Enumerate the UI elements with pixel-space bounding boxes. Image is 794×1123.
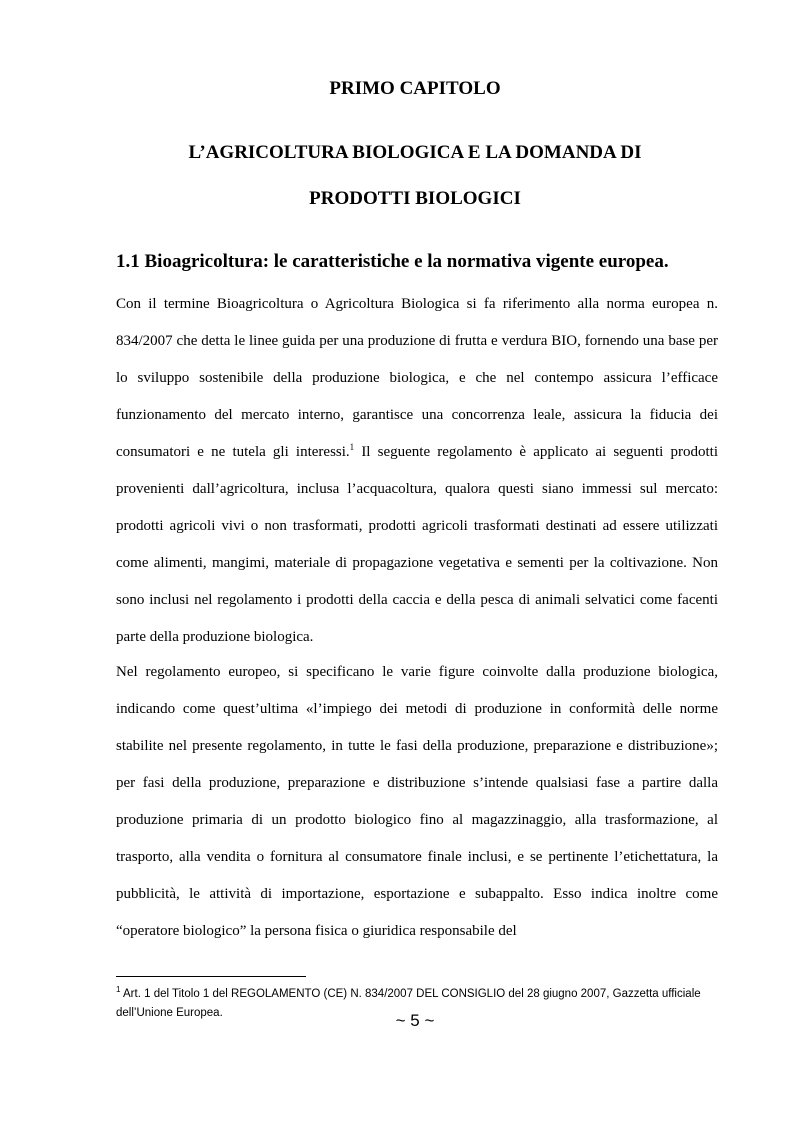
paragraph-1-text-b: Il seguente regolamento è applicato ai seguenti prodotti provenienti dall’agricoltura, inclusa l’acquacoltura, qualora questi siano immessi sul mercato: prodotti agricoli vivi o non trasformati, prodotti agricoli trasformati destinati ad essere utilizzati come alimenti, mangimi, materiale di propagazione vegetativa e sementi per la coltivazione. Non sono inclusi nel regolamento i prodotti della caccia e della pesca di animali selvatici come facenti parte della produzione biologica. [116, 444, 718, 645]
paragraph-1-text-a: Con il termine Bioagricoltura o Agricoltura Biologica si fa riferimento alla norma europea n. 834/2007 che detta le linee guida per una produzione di frutta e verdura BIO, fornendo una base per lo sviluppo sostenibile della produzione biologica, e che nel contempo assicura l’efficace funzionamento del mercato interno, garantisce una concorrenza leale, assicura la fiducia dei consumatori e ne tutela gli interessi. [116, 296, 718, 460]
chapter-title-line-1: L’AGRICOLTURA BIOLOGICA E LA DOMANDA DI [188, 142, 642, 163]
footnote-number: 1 [116, 985, 121, 995]
footnote-text: Art. 1 del Titolo 1 del REGOLAMENTO (CE) N. 834/2007 DEL CONSIGLIO del 28 giugno 2007, Gazzetta ufficiale dell’Unione Europea. [116, 988, 701, 1019]
footnote-reference[interactable]: 1 [349, 442, 355, 452]
body-paragraph-2: Nel regolamento europeo, si specificano le varie figure coinvolte dalla produzione biologica, indicando come quest’ultima «l’impiego dei metodi di produzione in conformità delle norme stabilite nel presente regolamento, in tutte le fasi della produzione, preparazione e distribuzione»; per fasi della produzione, preparazione e distribuzione s’intende qualsiasi fase a partire dalla produzione primaria di un prodotto biologico fino al magazzinaggio, alla trasformazione, al trasporto, alla vendita o fornitura al consumatore finale inclusi, e se pertinente l’etichettatura, la pubblicità, le attività di importazione, esportazione e subappalto. Esso indica inoltre come “operatore biologico” la persona fisica o giuridica responsabile del [116, 664, 718, 939]
section-heading: 1.1 Bioagricoltura: le caratteristiche e la normativa vigente europea. [116, 251, 669, 272]
page-number: ~ 5 ~ [395, 1011, 435, 1030]
body-paragraph-1 [116, 286, 718, 656]
footnote-separator [116, 976, 306, 977]
chapter-label: PRIMO CAPITOLO [329, 78, 501, 99]
chapter-title-line-2: PRODOTTI BIOLOGICI [309, 188, 521, 209]
